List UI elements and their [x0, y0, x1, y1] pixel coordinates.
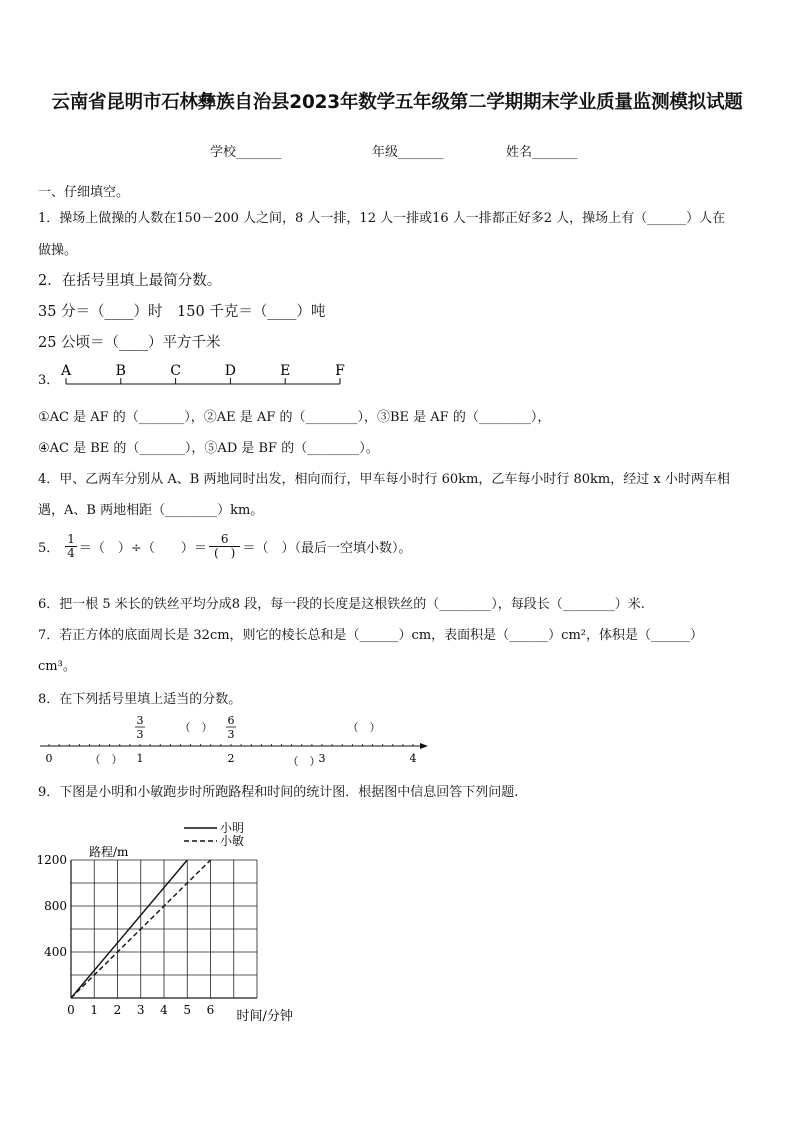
segment-point-label: A	[60, 363, 72, 379]
segment-point-label: D	[224, 363, 237, 379]
legend-label: 小明	[220, 821, 245, 835]
legend-label: 小敏	[220, 834, 245, 848]
question-6: 6．把一根 5 米长的铁丝平均分成8 段，每一段的长度是这根铁丝的（________），每段长（________）米.	[38, 597, 645, 612]
number-line-tick-label: 1	[136, 752, 144, 765]
fraction-b-denominator: 3	[227, 728, 235, 741]
x-tick-label: 5	[183, 1003, 192, 1017]
question-1-line1: 1．操场上做操的人数在150－200 人之间，8 人一排，12 人一排或16 人一排都正好多2 人，操场上有（______）人在	[38, 211, 726, 226]
y-tick-label: 1200	[36, 853, 67, 867]
segment-point-label: C	[170, 363, 181, 379]
blank-above-2[interactable]: （ ）	[347, 721, 381, 734]
page-title: 云南省昆明市石林彝族自治县2023年数学五年级第二学期期末学业质量监测模拟试题	[51, 92, 743, 113]
number-line-tick-label: 0	[45, 752, 53, 765]
y-tick-label: 800	[44, 899, 67, 913]
blank-above-1[interactable]: （ ）	[179, 721, 213, 734]
question-2-line3: 25 公顷＝（____）平方千米	[38, 335, 221, 351]
x-tick-label: 0	[67, 1003, 75, 1017]
name-field[interactable]: 姓名_______	[506, 145, 578, 160]
question-8: 8．在下列括号里填上适当的分数。	[38, 692, 242, 707]
segment-diagram	[58, 360, 348, 390]
question-4-line2: 遇，A、B 两地相距（________）km。	[38, 503, 264, 518]
fraction-b-numerator: 6	[227, 714, 235, 727]
school-field[interactable]: 学校_______	[210, 145, 282, 160]
question-1-line2: 做操。	[38, 243, 78, 258]
y-tick-label: 400	[44, 945, 67, 959]
x-tick-label: 3	[136, 1003, 145, 1017]
x-tick-label: 1	[90, 1003, 99, 1017]
question-7-line2: cm³。	[38, 659, 76, 674]
number-line-tick-label: 3	[318, 752, 326, 765]
fraction-denominator: ( )	[213, 545, 236, 560]
fraction-a-denominator: 3	[136, 728, 144, 741]
number-line-tick-label: 4	[409, 752, 417, 765]
question-5-label: 5．	[38, 540, 60, 556]
question-3-line1: ①AC 是 AF 的（_______），②AE 是 AF 的（________），③BE 是 AF 的（________），	[38, 410, 551, 425]
fraction-numerator: 1	[67, 532, 75, 546]
x-tick-label: 6	[206, 1003, 215, 1017]
blank-below-2[interactable]: （ ）	[287, 755, 321, 768]
question-9: 9．下图是小明和小敏跑步时所跑路程和时间的统计图．根据图中信息回答下列问题.	[38, 785, 519, 800]
question-5-middle: ＝（ ）÷（ ）＝	[78, 540, 207, 556]
number-line	[36, 712, 436, 776]
fraction-one-quarter	[65, 533, 77, 559]
question-3-line2: ④AC 是 BE 的（_______），⑤AD 是 BF 的（________）。	[38, 441, 379, 456]
grade-field[interactable]: 年级_______	[372, 145, 444, 160]
segment-point-label: E	[280, 363, 291, 379]
question-2-line1: 2．在括号里填上最简分数。	[38, 273, 222, 289]
question-4-line1: 4．甲、乙两车分别从 A、B 两地同时出发，相向而行，甲车每小时行 60km，乙车每小时行 80km，经过 x 小时两车相	[38, 472, 730, 487]
fraction-a-numerator: 3	[136, 714, 144, 727]
fraction-denominator: 4	[67, 545, 75, 560]
distance-time-chart	[30, 810, 330, 1030]
number-line-tick-label: 2	[227, 752, 235, 765]
x-axis-label: 时间/分钟	[236, 1009, 293, 1024]
segment-point-label: B	[115, 363, 126, 379]
x-tick-label: 4	[160, 1003, 168, 1017]
question-7-line1: 7．若正方体的底面周长是 32cm，则它的棱长总和是（______）cm，表面积是（______）cm²，体积是（______）	[38, 628, 703, 643]
fraction-six-over-blank	[209, 533, 241, 559]
question-5-tail: ＝（ ）（最后一空填小数）。	[242, 540, 412, 556]
question-3-label: 3．	[38, 373, 60, 388]
question-5	[38, 533, 411, 559]
section-heading: 一、仔细填空。	[38, 185, 130, 200]
question-2-line2: 35 分＝（____）时 150 千克＝（____）吨	[38, 304, 326, 320]
x-tick-label: 2	[113, 1003, 122, 1017]
number-line-arrow	[420, 743, 428, 749]
segment-point-label: F	[335, 363, 345, 379]
y-axis-label: 路程/m	[89, 845, 129, 859]
fraction-numerator: 6	[209, 533, 241, 547]
blank-below-1[interactable]: （ ）	[89, 753, 123, 766]
